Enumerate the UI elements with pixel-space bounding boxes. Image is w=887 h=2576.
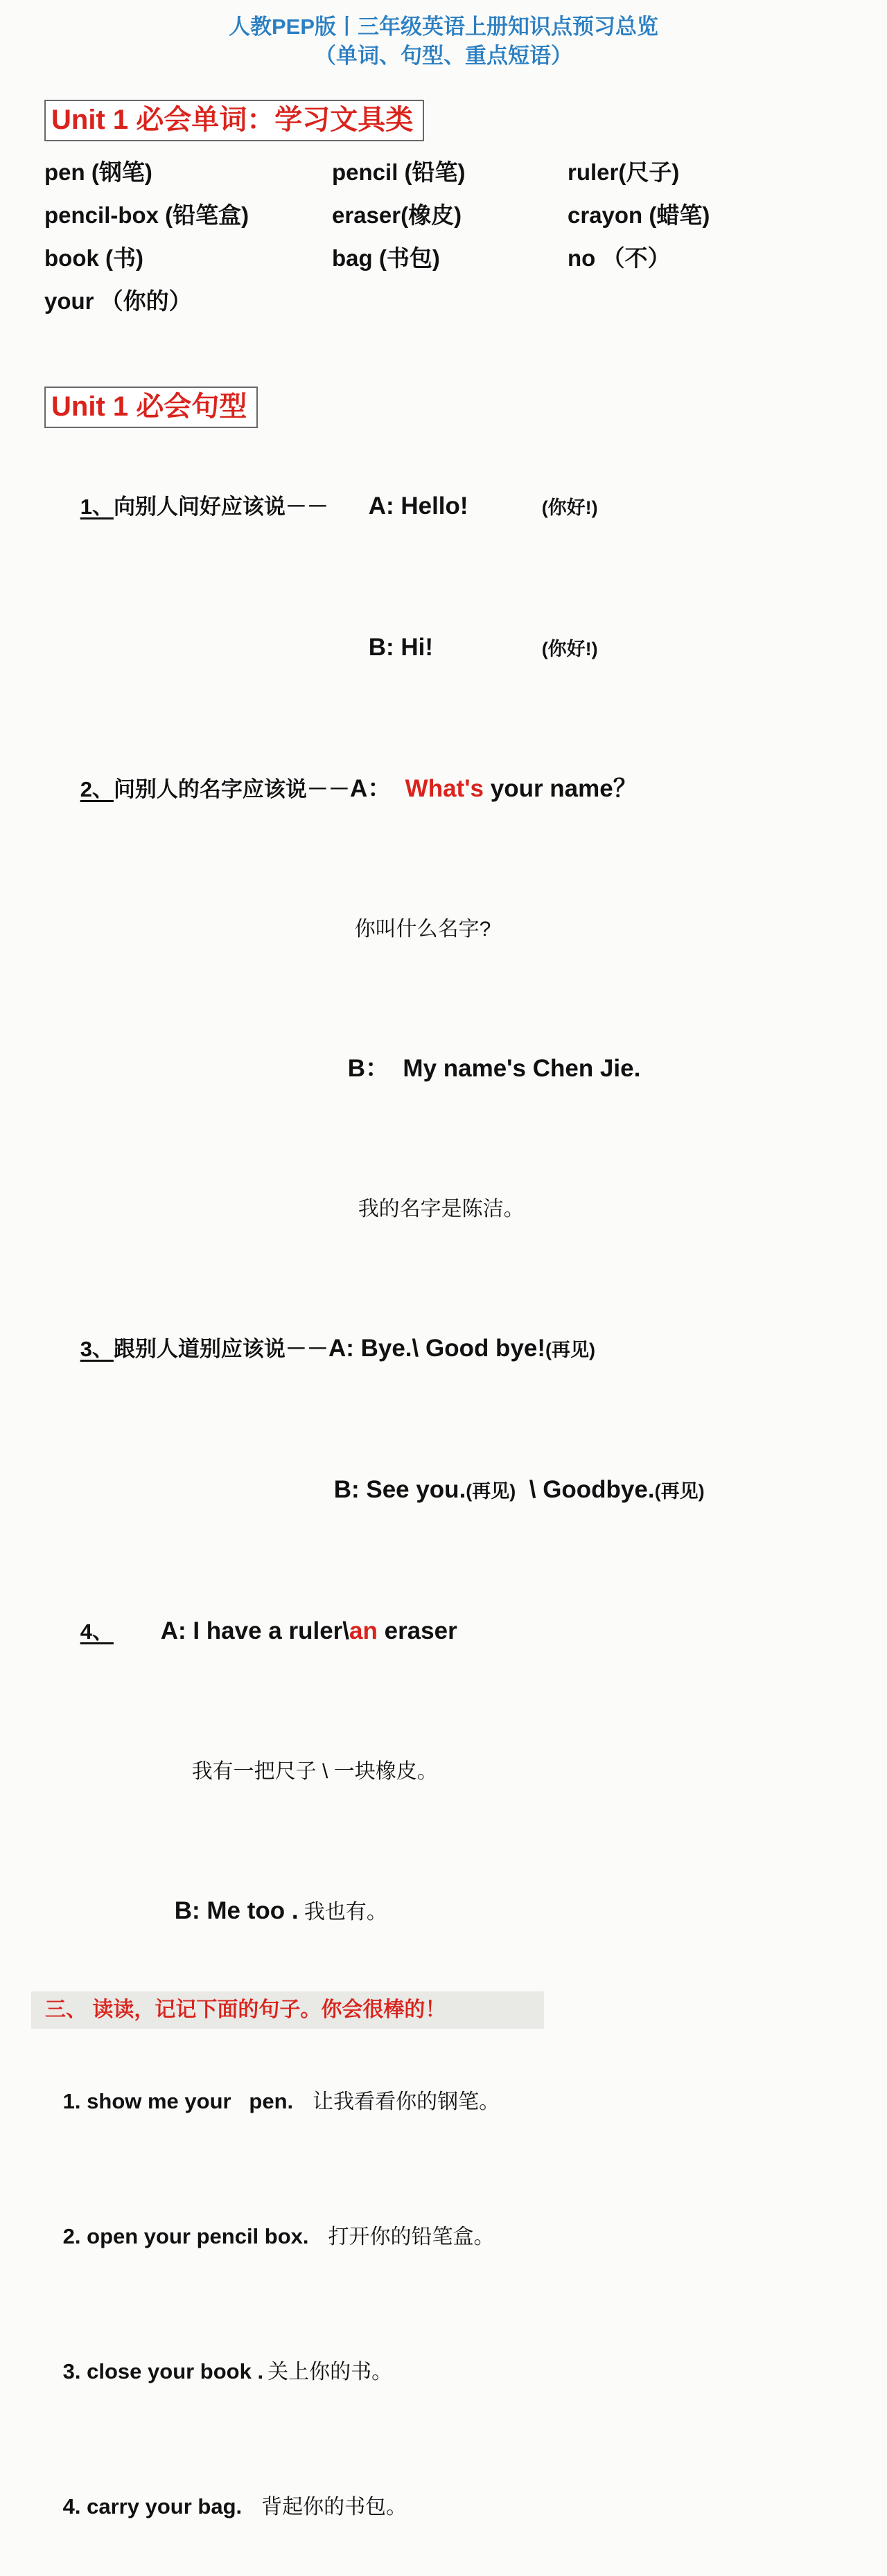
pattern-item-2-line-a xyxy=(44,719,887,859)
practice-english: 3. close your book . xyxy=(62,2359,264,2383)
sentence-english: Goodbye. xyxy=(543,1476,655,1503)
sentence-english: B: See you. xyxy=(333,1476,466,1503)
sentence-note: (你好!) xyxy=(541,497,598,518)
sentence-patterns xyxy=(0,436,887,1982)
practice-chinese: 关上你的书。 xyxy=(267,2361,393,2383)
sentence-note: (你好!) xyxy=(541,639,598,659)
practice-section-header: 三、 读读，记记下面的句子。你会很棒的！ xyxy=(31,1991,544,2029)
pattern-item-4-translation-a xyxy=(156,1701,887,1841)
practice-chinese: 背起你的书包。 xyxy=(261,2496,407,2519)
item-label: 跟别人道别应该说－－ xyxy=(113,1337,328,1361)
vocab-word: eraser(橡皮) xyxy=(332,202,462,228)
sentence-chinese: 我的名字是陈洁。 xyxy=(358,1198,525,1220)
pattern-item-3-line-b xyxy=(298,1420,887,1561)
practice-item-1 xyxy=(44,2036,887,2171)
vocab-word: pencil (铅笔) xyxy=(332,159,466,185)
patterns-section-header: Unit 1 必会句型 xyxy=(44,387,258,428)
page-title-line2: （单词、句型、重点短语） xyxy=(315,44,572,68)
sentence-chinese: 你叫什么名字? xyxy=(354,918,491,941)
vocab-word: bag (书包) xyxy=(332,245,440,271)
sentence-note: (再见) xyxy=(466,1481,516,1502)
sentence-english: A： xyxy=(349,775,405,802)
vocab-word: your （你的） xyxy=(44,288,192,314)
item-number: 3、 xyxy=(80,1337,114,1361)
sentence-separator: \ xyxy=(516,1476,543,1503)
practice-english: 2. open your pencil box. xyxy=(62,2224,309,2248)
vocab-word: pen (钢笔) xyxy=(44,159,152,185)
practice-english: 4. carry your bag. xyxy=(62,2494,243,2519)
item-number: 4、 xyxy=(80,1619,114,1644)
pattern-item-1-line-a xyxy=(44,436,887,578)
pattern-item-2-translation-b xyxy=(322,1139,887,1279)
vocab-section-header: Unit 1 必会单词：学习文具类 xyxy=(44,100,424,141)
vocab-grid xyxy=(44,151,887,323)
sentence-note: (再见) xyxy=(545,1340,596,1360)
vocab-word: book (书) xyxy=(44,245,143,271)
pattern-item-4-line-a xyxy=(44,1561,887,1701)
sentence-english: your name？ xyxy=(484,775,638,802)
pattern-item-2-translation-a xyxy=(319,859,887,999)
practice-item-4 xyxy=(44,2441,887,2576)
practice-item-2 xyxy=(44,2171,887,2306)
sentence-chinese: 我也有。 xyxy=(304,1901,387,1924)
vocab-word: crayon (蜡笔) xyxy=(568,202,710,228)
sentence-english: B: Hi! xyxy=(368,634,433,661)
sentence-english: B: Me too . xyxy=(174,1897,299,1924)
sentence-note: (再见) xyxy=(654,1481,705,1502)
item-number: 1、 xyxy=(80,495,114,519)
sentence-english: A: Hello! xyxy=(368,492,468,519)
vocab-word xyxy=(568,280,887,323)
practice-english: 1. show me your pen. xyxy=(62,2089,294,2113)
sentence-chinese: 我有一把尺子 \ 一块橡皮。 xyxy=(191,1760,438,1783)
pattern-item-2-line-b xyxy=(312,999,887,1139)
sentence-english: A: Bye.\ Good bye! xyxy=(328,1335,546,1362)
practice-item-3 xyxy=(44,2306,887,2441)
sentence-english: eraser xyxy=(377,1617,457,1644)
sentence-english: B： My name's Chen Jie. xyxy=(347,1055,641,1082)
pattern-item-1-line-b xyxy=(44,578,887,719)
page-title-line1: 人教PEP版丨三年级英语上册知识点预习总览 xyxy=(228,15,659,39)
pattern-item-4-line-b xyxy=(139,1841,887,1982)
sentence-chinese xyxy=(299,1901,304,1924)
vocab-word: pencil-box (铅笔盒) xyxy=(44,202,249,228)
practice-list xyxy=(0,2036,887,2576)
pattern-item-3-line-a xyxy=(44,1279,887,1420)
page-title xyxy=(0,0,887,71)
sentence-english: A: I have a ruler\ xyxy=(160,1617,350,1644)
item-label: 问别人的名字应该说－－ xyxy=(113,777,350,801)
vocab-word xyxy=(332,280,568,323)
item-label: 向别人问好应该说－－ xyxy=(113,495,328,519)
sentence-english-highlight: an xyxy=(349,1617,378,1644)
vocab-word: no （不） xyxy=(568,245,671,271)
practice-chinese: 打开你的铅笔盒。 xyxy=(328,2226,495,2248)
item-number: 2、 xyxy=(80,777,114,801)
sentence-english-highlight: What's xyxy=(405,775,484,802)
practice-chinese: 让我看看你的钢笔。 xyxy=(313,2090,500,2113)
vocab-word: ruler(尺子) xyxy=(568,159,680,185)
